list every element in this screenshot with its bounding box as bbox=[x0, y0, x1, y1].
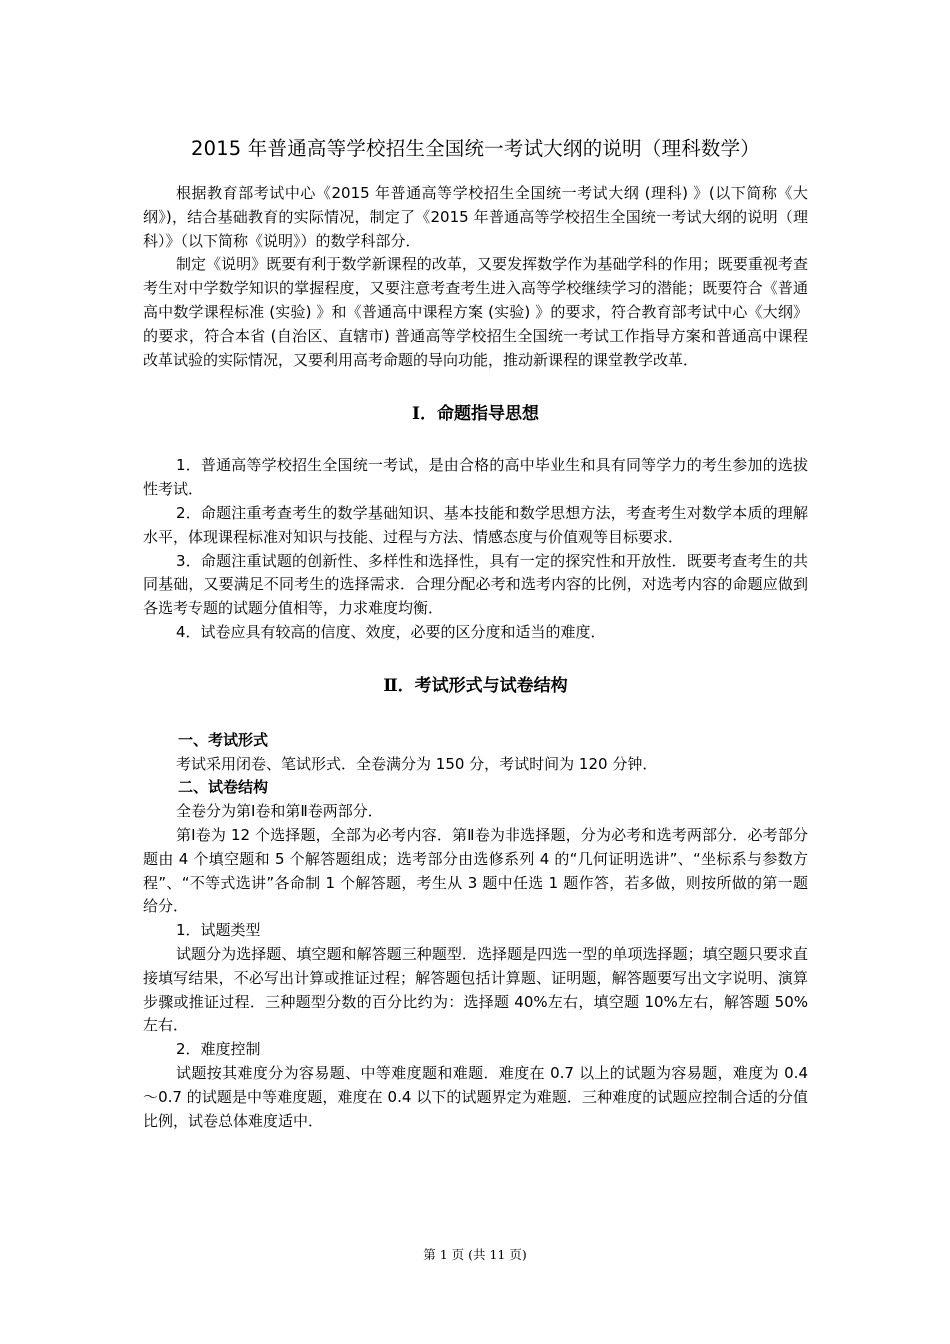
subheading-paper-structure: 二、试卷结构 bbox=[178, 778, 269, 797]
intro-paragraph-1: 根据教育部考试中心《2015 年普通高等学校招生全国统一考试大纲 (理科) 》(以下简称《大纲》)，结合基础教育的实际情况，制定了《2015 年普通高等学校招生全国统一考试大纲的说明（理科）》（以下简称《说明》）的数学科部分． bbox=[143, 184, 808, 250]
principle-paragraph-4: 4．试卷应具有较高的信度、效度，必要的区分度和适当的难度． bbox=[176, 622, 606, 641]
subheading-exam-form: 一、考试形式 bbox=[178, 730, 269, 749]
item-heading-question-types: 1．试题类型 bbox=[176, 921, 261, 940]
section-heading-exam-format: Ⅱ．考试形式与试卷结构 bbox=[383, 675, 568, 696]
principle-paragraph-3: 3．命题注重试题的创新性、多样性和选择性，具有一定的探究性和开放性．既要考查考生的共同基础，又要满足不同考生的选择需求．合理分配必考和选考内容的比例，对选考内容的命题应做到各选考专题的试题分值相等，力求难度均衡． bbox=[143, 551, 808, 618]
question-types-paragraph: 试题分为选择题、填空题和解答题三种题型．选择题是四选一型的单项选择题；填空题只要求直接填写结果，不必写出计算或推证过程；解答题包括计算题、证明题，解答题要写出文字说明、演算步骤或推证过程．三种题型分数的百分比约为：选择题 40%左右，填空题 10%左右，解答题 50%左右． bbox=[143, 944, 808, 1035]
intro-paragraph-2: 制定《说明》既要有利于数学新课程的改革，又要发挥数学作为基础学科的作用；既要重视考查考生对中学数学知识的掌握程度，又要注意考查考生进入高等学校继续学习的潜能；既要符合《普通高中数学课程标准 (实验) 》和《普通高中课程方案 (实验) 》的要求，符合教育部考试中心《大纲》的要求，符合本省 (自治区、直辖市) 普通高等学校招生全国统一考试工作指导方案和普通高中课程改革试验的实际情况，又要利用高考命题的导向功能，推动新课程的课堂教学改革． bbox=[143, 255, 808, 369]
section-heading-guiding-principles: Ⅰ．命题指导思想 bbox=[412, 404, 539, 425]
page-number-footer: 第 1 页 (共 11 页) bbox=[423, 1247, 527, 1262]
paper-structure-paragraph-2: 第Ⅰ卷为 12 个选择题，全部为必考内容．第Ⅱ卷为非选择题，分为必考和选考两部分．必考部分题由 4 个填空题和 5 个解答题组成；选考部分由选修系列 4 的“几何证明选讲”、“坐标系与参数方程”、“不等式选讲”各命制 1 个解答题，考生从 3 题中任选 1 题作答，若多做，则按所做的第一题给分． bbox=[143, 825, 808, 916]
document-body bbox=[143, 134, 808, 1133]
exam-form-paragraph: 考试采用闭卷、笔试形式．全卷满分为 150 分，考试时间为 120 分钟． bbox=[176, 754, 658, 773]
item-heading-difficulty: 2．难度控制 bbox=[176, 1040, 261, 1059]
paper-structure-paragraph-1: 全卷分为第Ⅰ卷和第Ⅱ卷两部分． bbox=[176, 802, 383, 821]
principle-paragraph-1: 1．普通高等学校招生全国统一考试，是由合格的高中毕业生和具有同等学力的考生参加的选拔性考试． bbox=[143, 456, 808, 499]
principle-paragraph-2: 2．命题注重考查考生的数学基础知识、基本技能和数学思想方法，考查考生对数学本质的理解水平，体现课程标准对知识与技能、过程与方法、情感态度与价值观等目标要求． bbox=[143, 503, 808, 546]
difficulty-paragraph: 试题按其难度分为容易题、中等难度题和难题．难度在 0.7 以上的试题为容易题，难度为 0.4～0.7 的试题是中等难度题，难度在 0.4 以下的试题界定为难题．三种难度的试题应控制合适的分值比例，试卷总体难度适中． bbox=[143, 1063, 808, 1130]
document-title: 2015 年普通高等学校招生全国统一考试大纲的说明（理科数学） bbox=[190, 137, 761, 160]
